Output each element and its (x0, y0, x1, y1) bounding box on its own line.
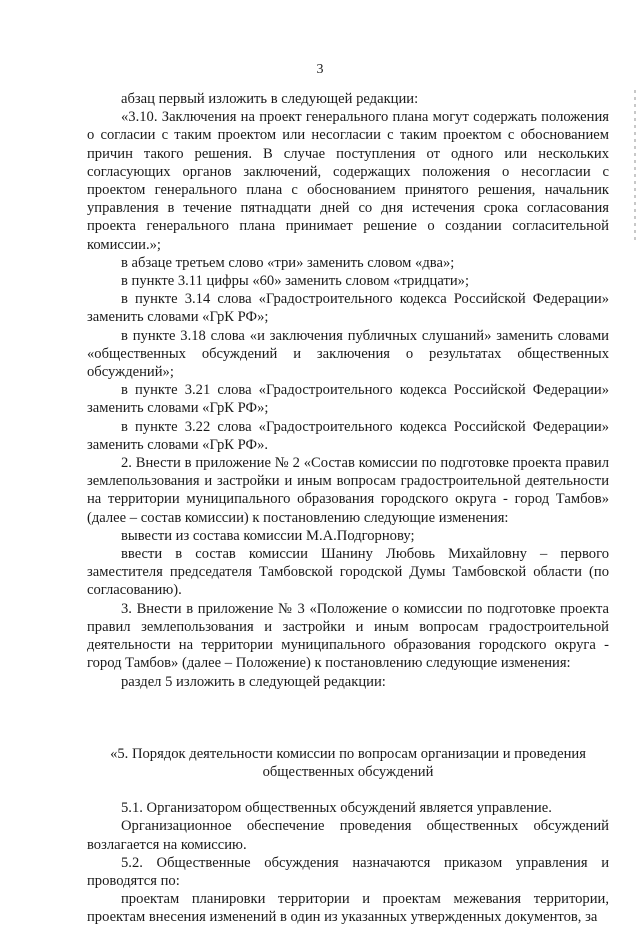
document-body (87, 90, 609, 927)
paragraph: 2. Внести в приложение № 2 «Состав комиссии по подготовке проекта правил землепользования и застройки и иным вопросам градостроительной деятельности на территории муниципального образования городского округа - город Тамбов» (далее – состав комиссии) к постановлению следующие изменения: (87, 455, 609, 526)
paragraph: в пункте 3.11 цифры «60» заменить словом «тридцати»; (121, 273, 470, 290)
paragraph: 3. Внести в приложение № 3 «Положение о комиссии по подготовке проекта правил землепользования и застройки и иным вопросам градостроительной деятельности на территории муниципального образования городского округа - город Тамбов» (далее – Положение) к постановлению следующие изменения: (87, 600, 609, 672)
paragraph: вывести из состава комиссии М.А.Подгорнову; (121, 527, 415, 544)
paragraph: абзац первый изложить в следующей редакции: (121, 91, 419, 107)
paragraph: ввести в состав комиссии Шанину Любовь Михайловну – первого заместителя председателя Тамбовской городской Думы Тамбовской области (по согласованию). (87, 546, 609, 599)
paragraph: в пункте 3.18 слова «и заключения публичных слушаний» заменить словами «общественных обсуждений и заключения о результатах общественных обсуждений»; (87, 327, 609, 381)
section-paragraph: Организационное обеспечение проведения общественных обсуждений возлагается на комиссию. (87, 818, 609, 853)
section-heading-line2: общественных обсуждений (262, 763, 434, 780)
paragraph: в пункте 3.22 слова «Градостроительного кодекса Российской Федерации» заменить словами «ГрК РФ». (87, 418, 609, 453)
section-paragraph: 5.2. Общественные обсуждения назначаются приказом управления и проводятся по: (87, 854, 609, 889)
paragraph: «3.10. Заключения на проект генерального плана могут содержать положения о согласии с таким проектом или несогласии с таким проектом с обоснованием причин такого решения. В случае поступления от одного или нескольких согласующих органов заключений, содержащих положения о несогласии с проектом генерального плана с обоснованием принятого решения, начальник управления в течение пятнадцати дней со дня истечения срока согласования проекта генерального плана принимает решение о создании согласительной комиссии.»; (87, 109, 609, 253)
page-number: 3 (316, 62, 324, 77)
paragraph: в пункте 3.21 слова «Градостроительного кодекса Российской Федерации» заменить словами «ГрК РФ»; (87, 382, 609, 417)
section-paragraph: проектам планировки территории и проектам межевания территории, проектам внесения изменений в один из указанных утвержденных документов, за (87, 891, 609, 926)
paragraph: в пункте 3.14 слова «Градостроительного кодекса Российской Федерации» заменить словами «ГрК РФ»; (87, 291, 609, 326)
section-paragraph: 5.1. Организатором общественных обсуждений является управление. (121, 800, 552, 817)
section-heading-line1: «5. Порядок деятельности комиссии по вопросам организации и проведения (110, 745, 586, 762)
margin-mark (634, 90, 636, 240)
paragraph: в абзаце третьем слово «три» заменить словом «два»; (121, 254, 455, 271)
paragraph: раздел 5 изложить в следующей редакции: (121, 673, 386, 690)
section-heading (87, 745, 609, 781)
